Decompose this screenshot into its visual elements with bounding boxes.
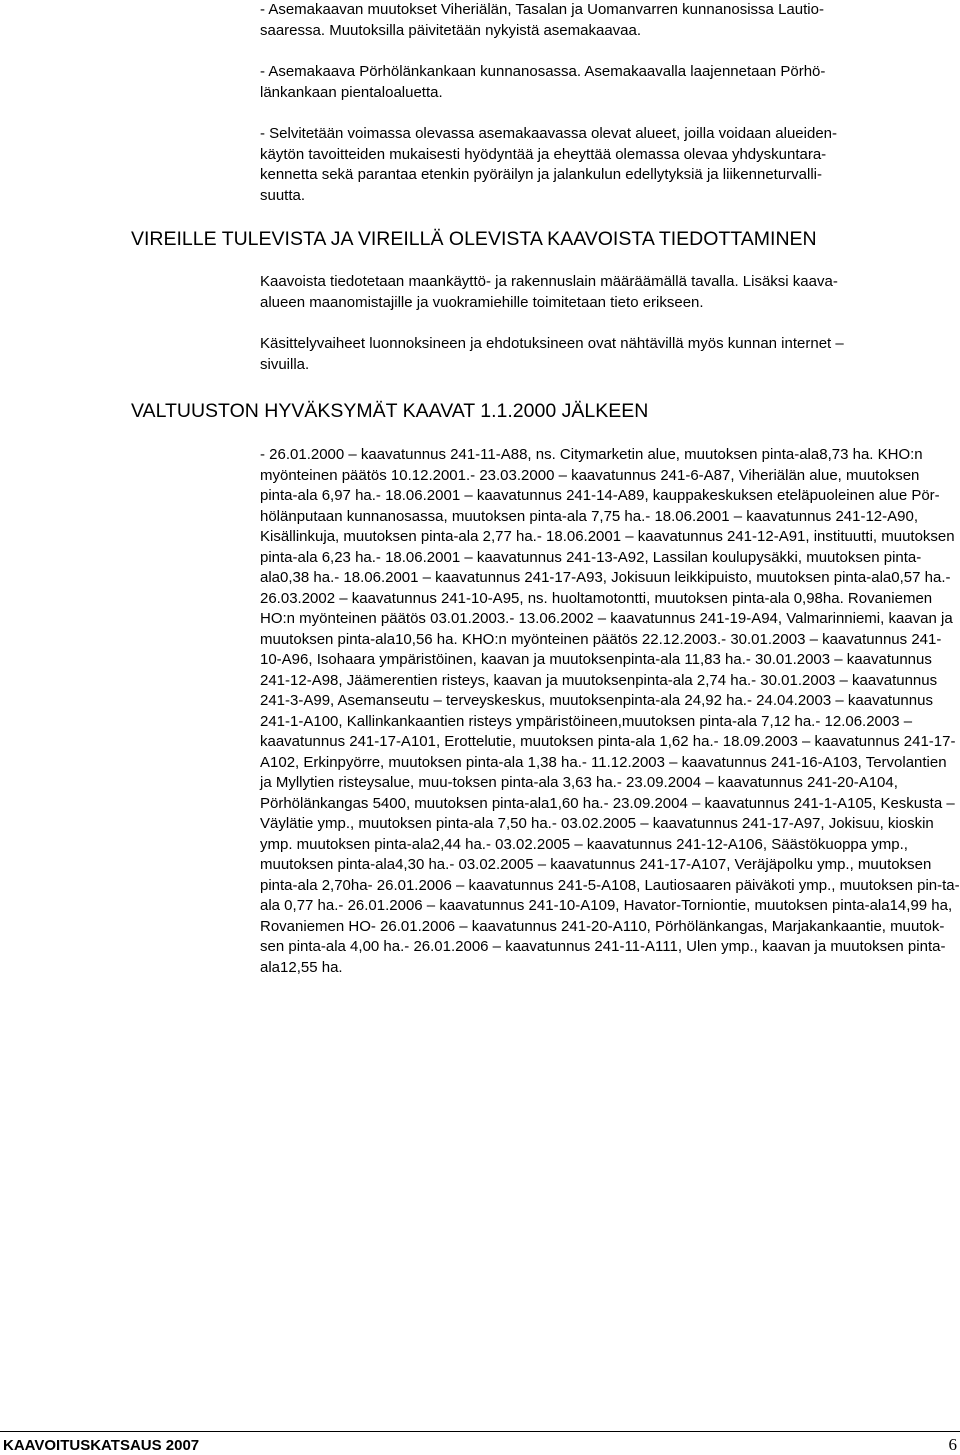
plan-list-line: - 24.04.2003 – kaavatunnus 241-1-A100, Kallinkankaantien risteys ympäristöineen, [260,692,933,730]
plan-list-line: pinta-ala 2,74 ha. [635,671,752,689]
section-heading-tiedottaminen: VIREILLE TULEVISTA JA VIREILLÄ OLEVISTA KAAVOISTA TIEDOTTAMINEN [131,228,817,250]
intro-paragraph-2 [260,62,960,103]
intro-paragraph-3 [260,124,960,206]
intro-p2-line2: länkankaan pientaloaluetta. [260,83,443,101]
plan-list-line: 14,99 ha, Rovaniemen HO [260,897,953,935]
plan-list-line: pinta-ala 11,83 ha. [622,651,746,668]
plan-list-line: - 23.09.2004 – kaavatunnus 241-1-A105, Keskusta – Väylätie ymp., muutoksen pinta- [260,794,955,832]
section-heading-valtuuston-kaavat: VALTUUSTON HYVÄKSYMÄT KAAVAT 1.1.2000 JÄLKEEN [131,400,649,422]
plan-list-line: toksen pinta-ala 3,63 ha. [452,774,617,791]
plan-list-line: 4,30 ha. [395,856,450,873]
plan-list-line: - 12.06.2003 – kaavatunnus 241-17-A101, Erottelutie, muutoksen pinta-ala 1,62 ha. [260,712,913,750]
section1-p2-line2: sivuilla. [260,355,310,373]
plan-list-line: - 03.02.2005 – kaavatunnus 241-12-A106, Säästökuoppa ymp., muutoksen pinta-ala [260,835,908,873]
plan-list-line: - 18.06.2001 – kaavatunnus 241-17-A93, Jokisuun leikkipuisto, muutoksen pinta-ala [334,569,892,586]
plan-list-line: - 18.06.2001 – kaavatunnus 241-12-A90, Kisällinkuja, muutoksen pinta-ala 2,77 ha. [260,507,918,545]
plan-list-line: - 26.01.2006 – kaavatunnus 241-20-A110, Pörhölänkangas, Marjakankaantie, muutok- [370,917,945,935]
plan-list-line: ala 7,50 ha. [473,815,552,832]
plan-list-line: 1,60 ha. [549,794,604,812]
page-number: 6 [948,1435,957,1454]
section1-p2-line1: Käsittelyvaiheet luonnoksineen ja ehdotuksineen ovat nähtävillä myös kunnan internet – [260,335,844,352]
plan-list-line: sen pinta-ala 4,00 ha. [260,938,405,955]
plan-list-line: 2,44 ha. [431,835,486,853]
plan-list-line: - 03.02.2005 – kaavatunnus 241-17-A107, Veräjäpolku ymp., muutoksen pinta-ala 2,70 [260,856,932,894]
plan-list-line: ta-ala 0,77 ha. [260,876,960,914]
plan-list-line: muutoksen pinta-ala 7,12 ha. [621,712,816,730]
plan-list-line: - 11.12.2003 – kaavatunnus 241-16-A103, Tervolantien ja Myllytien risteysalue, muu- [260,753,947,791]
plan-list-line: - 23.03.2000 – kaavatunnus 241-6-A87, Viheriälän alue, muutoksen pinta-ala 6,97 ha. [260,466,920,504]
plan-list-line: - 13.06.2002 – kaavatunnus 241-19-A94, Valmarinniemi, kaavan ja muutoksen pinta-ala [260,610,953,648]
plan-list-line: - 03.02.2005 – kaavatunnus 241-17-A97, Jokisuu, kioskin ymp. muutoksen pinta-ala [260,815,934,853]
section1-paragraph-2 [260,334,960,375]
plan-list-line: - 30.01.2003 – kaavatunnus 241-10-A96, Isohaara ympäristöinen, kaavan ja muutoksen [260,630,942,668]
plan-list-line: 0,57 ha. [891,569,946,586]
plan-list-line: 0,38 ha. [280,569,335,586]
plan-list-line: - 26.01.2000 – kaavatunnus 241-11-A88, ns. Citymarketin alue, muutoksen pinta-ala [260,446,820,463]
section1-p1-line1: Kaavoista tiedotetaan maankäyttö- ja rakennuslain määräämällä tavalla. Lisäksi kaava- [260,273,838,290]
intro-p3-line4: suutta. [260,186,306,204]
section1-p1-line2: alueen maanomistajille ja vuokramiehille toimitetaan tieto erikseen. [260,293,704,311]
plan-list-line: ha. Rovaniemen HO:n myönteinen päätös 03.01.2003. [260,589,933,627]
plan-list-line: - 30.01.2003 – kaavatunnus 241-12-A98, Jäämerentien risteys, kaavan ja muutoksen [260,651,932,689]
plan-list-line: - 18.06.2001 – kaavatunnus 241-13-A92, Lassilan koulupysäkki, muutoksen pinta-ala [260,548,922,586]
plan-list-line: hölänputaan kunnanosassa, muutoksen pinta-ala 7,75 ha. [260,507,646,525]
plan-list-line: ha [350,876,368,894]
plan-list-line: - 26.01.2006 – kaavatunnus 241-5-A108, Lautiosaaren päiväkoti ymp., muutoksen pin- [367,876,943,894]
intro-p3-line3: kennetta sekä parantaa etenkin pyöräilyn ja jalankulun edellytyksiä ja liikenneturvalli- [260,166,822,183]
plan-list-line: - 26.03.2002 – kaavatunnus 241-10-A95, ns. huoltamotontti, muutoksen pinta-ala 0,98 [260,569,951,607]
intro-paragraph-1 [260,0,960,41]
footer-rule [0,1431,960,1432]
intro-p1-line1: - Asemakaavan muutokset Viheriälän, Tasalan ja Uomanvarren kunnanosissa Lautio- [260,1,824,18]
plan-list-line: - 18.09.2003 – kaavatunnus 241-17-A102, Erkinpyörre, muutoksen pinta-ala 1,38 ha. [260,733,956,771]
plan-list-line: pinta-ala 24,92 ha. [622,692,747,709]
plan-list-line: 12,55 ha. [280,958,343,976]
intro-p3-line2: käytön tavoitteiden mukaisesti hyödyntää ja eheyttää olemassa olevaa yhdyskuntara- [260,145,827,163]
plan-list-line: - 18.06.2001 – kaavatunnus 241-12-A91, instituutti, muutoksen pinta-ala 6,23 ha. [260,528,955,566]
plan-list-line: - 23.09.2004 – kaavatunnus 241-20-A104, Pörhölänkangas 5400, muutoksen pinta-ala [260,774,898,812]
intro-p3-line1: - Selvitetään voimassa olevassa asemakaavassa olevat alueet, joilla voidaan alueiden- [260,125,838,142]
plan-list-line: 10,56 ha. KHO:n myönteinen päätös 22.12.2003. [395,630,722,648]
plan-list [260,445,960,978]
footer-title: KAAVOITUSKATSAUS 2007 [3,1437,200,1454]
plan-list-line: - 26.01.2006 – kaavatunnus 241-11-A111, Ulen ymp., kaavan ja muutoksen pinta-ala [260,938,946,976]
plan-list-line: - 18.06.2001 – kaavatunnus 241-14-A89, kauppakeskuksen eteläpuoleinen alue Pör- [375,487,940,504]
intro-p1-line2: saaressa. Muutoksilla päivitetään nykyistä asemakaavaa. [260,21,642,39]
plan-list-line: 8,73 ha. KHO:n myönteinen päätös 10.12.2001. [260,446,923,484]
plan-list-line: - 30.01.2003 – kaavatunnus 241-3-A99, Asemanseutu – terveyskeskus, muutoksen [260,671,938,709]
intro-p2-line1: - Asemakaava Pörhölänkankaan kunnanosassa. Asemakaavalla laajennetaan Pörhö- [260,63,826,80]
plan-list-line: - 26.01.2006 – kaavatunnus 241-10-A109, Havator-Torniontie, muutoksen pinta-ala [338,897,890,914]
section1-paragraph-1 [260,272,960,313]
